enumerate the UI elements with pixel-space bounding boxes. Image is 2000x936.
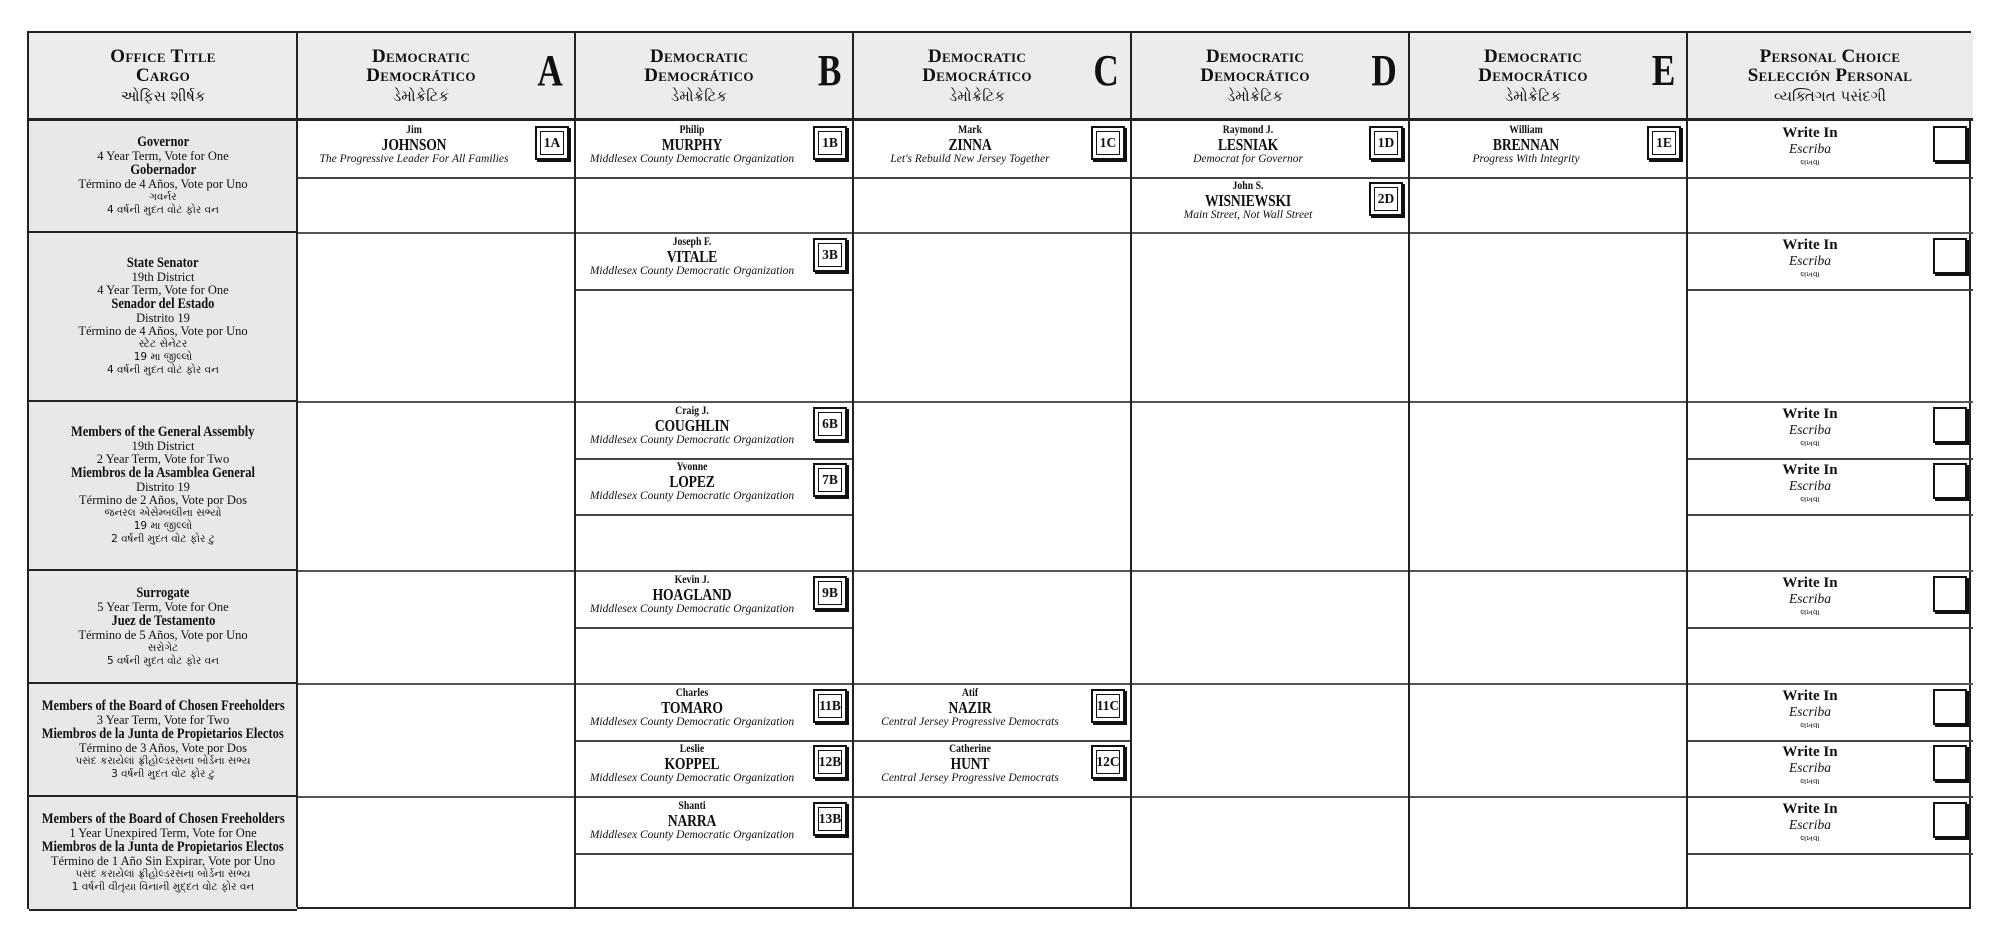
write-in-gujarati: લખવા xyxy=(1800,495,1820,504)
office-line: Término de 2 Años, Vote por Dos xyxy=(79,493,247,507)
candidate-first-name: William xyxy=(1509,124,1543,136)
candidate-first-name: Mark xyxy=(958,124,982,136)
position-label: 3B xyxy=(818,243,842,267)
office-line: 4 Year Term, Vote for One xyxy=(97,149,229,163)
row-divider xyxy=(297,232,1973,234)
candidate-last-name: TOMARO xyxy=(661,698,723,717)
candidate-last-name: BRENNAN xyxy=(1492,135,1560,154)
ballot xyxy=(27,31,1971,909)
write-in-spanish: Escriba xyxy=(1789,760,1831,775)
candidate-12b[interactable] xyxy=(575,744,809,785)
header-text xyxy=(1409,33,1687,107)
position-box-1a[interactable] xyxy=(535,126,569,160)
slot-divider xyxy=(853,740,1131,742)
header-line-1: Personal Choice xyxy=(1759,46,1901,67)
candidate-1d[interactable] xyxy=(1131,125,1365,166)
position-label: 1C xyxy=(1096,131,1120,155)
write-in-label xyxy=(1687,802,1933,845)
office-line: 2 Year Term, Vote for Two xyxy=(96,452,230,466)
office-line: Senador del Estado xyxy=(111,296,215,312)
office-line: Members of the Board of Chosen Freeholders xyxy=(41,811,285,827)
slot-divider xyxy=(853,177,1131,179)
candidate-slogan: Middlesex County Democratic Organization xyxy=(589,603,795,615)
position-box-2d[interactable] xyxy=(1369,182,1403,216)
write-in-title: Write In xyxy=(1782,237,1838,253)
column-header-party-e xyxy=(1409,33,1687,121)
office-line: પસંદ કરાયેલાં ફ્રીહોલ્ડરસના બોર્ડના સભ્ય xyxy=(75,754,251,767)
slot-divider xyxy=(1687,514,1973,516)
office-line: પસંદ કરાયેલાં ફ્રીહોલ્ડરસના બોર્ડના સભ્ય xyxy=(75,868,251,880)
office-line: 4 Year Term, Vote for One xyxy=(97,283,229,297)
header-text xyxy=(853,33,1131,107)
candidate-slogan: Progress With Integrity xyxy=(1472,153,1580,165)
write-in-label xyxy=(1687,745,1933,788)
office-line: 19 મા જીલ્લો xyxy=(133,351,193,363)
column-header-party-d xyxy=(1131,33,1409,121)
slot-divider xyxy=(575,627,853,629)
position-box-11c[interactable] xyxy=(1091,689,1125,723)
candidate-slogan: Middlesex County Democratic Organization xyxy=(589,434,795,446)
column-letter: A xyxy=(537,46,563,95)
write-in-label xyxy=(1687,126,1933,169)
office-line: 1 Year Unexpired Term, Vote for One xyxy=(69,826,257,840)
header-line-3: ડેમોક્રેટિક xyxy=(671,87,727,105)
column-header-party-a xyxy=(297,33,575,121)
office-line: 3 વર્ષની મુદત વોટ ફોર ટુ xyxy=(111,767,215,780)
office-line: જનરલ એસેમ્બલીના સભ્યો xyxy=(104,507,222,519)
candidate-first-name: Leslie xyxy=(679,743,705,755)
candidate-11b[interactable] xyxy=(575,688,809,729)
position-label: 7B xyxy=(818,468,842,492)
slot-divider xyxy=(853,796,1131,798)
write-in-gujarati: લખવા xyxy=(1800,270,1820,279)
write-in-title: Write In xyxy=(1782,744,1838,760)
write-in-box[interactable] xyxy=(1933,745,1967,781)
write-in-title: Write In xyxy=(1782,125,1838,141)
header-line-3: ડેમોક્રેટિક xyxy=(1505,87,1561,105)
header-line-2: Democrático xyxy=(1200,65,1310,86)
office-line: 4 વર્ષની મુદત વોટ ફોર વન xyxy=(106,364,220,376)
position-box-9b[interactable] xyxy=(813,576,847,610)
column-header-party-b xyxy=(575,33,853,121)
candidate-first-name: John S. xyxy=(1232,180,1264,192)
office-line: Término de 1 Año Sin Expirar, Vote por Uno xyxy=(50,854,276,868)
write-in-spanish: Escriba xyxy=(1789,704,1831,719)
write-in-spanish: Escriba xyxy=(1789,422,1831,437)
office-line: Distrito 19 xyxy=(136,311,190,325)
header-line-3: વ્યક્તિગત પસંદગી xyxy=(1773,87,1886,105)
candidate-first-name: Catherine xyxy=(949,743,991,755)
write-in-box[interactable] xyxy=(1933,238,1967,274)
position-label: 13B xyxy=(818,807,842,831)
candidate-last-name: COUGHLIN xyxy=(654,416,730,435)
office-cell-5 xyxy=(29,797,297,911)
write-in-box[interactable] xyxy=(1933,407,1967,443)
column-letter: B xyxy=(817,46,841,95)
candidate-slogan: The Progressive Leader For All Families xyxy=(319,153,509,165)
write-in-gujarati: લખવા xyxy=(1800,439,1820,448)
slot-divider xyxy=(575,458,853,460)
header-line-1: Democratic xyxy=(927,46,1027,67)
candidate-1c[interactable] xyxy=(853,125,1087,166)
office-line: Término de 3 Años, Vote por Dos xyxy=(79,740,247,755)
candidate-slogan: Main Street, Not Wall Street xyxy=(1183,209,1313,221)
office-line: 5 Year Term, Vote for One xyxy=(97,599,229,614)
header-line-2: Democrático xyxy=(1478,65,1588,86)
candidate-3b[interactable] xyxy=(575,237,809,278)
slot-divider xyxy=(1687,796,1973,798)
position-box-12b[interactable] xyxy=(813,745,847,779)
candidate-last-name: MURPHY xyxy=(661,135,723,154)
candidate-slogan: Middlesex County Democratic Organization xyxy=(589,716,795,728)
write-in-box[interactable] xyxy=(1933,126,1967,162)
position-label: 9B xyxy=(818,581,842,605)
slot-divider xyxy=(575,177,853,179)
candidate-last-name: WISNIEWSKI xyxy=(1204,191,1292,210)
office-line: સરોગેટ xyxy=(147,641,179,654)
header-line-2: Selección Personal xyxy=(1747,65,1913,86)
position-label: 1D xyxy=(1374,131,1398,155)
position-label: 1B xyxy=(818,131,842,155)
header-text xyxy=(575,33,853,107)
candidate-first-name: Atif xyxy=(961,687,979,699)
office-line: Members of the General Assembly xyxy=(71,424,255,440)
header-line-2: Democrático xyxy=(922,65,1032,86)
candidate-first-name: Philip xyxy=(679,124,705,136)
write-in-spanish: Escriba xyxy=(1789,141,1831,156)
candidate-first-name: Jim xyxy=(406,124,422,136)
slot-divider xyxy=(1687,177,1973,179)
candidate-2d[interactable] xyxy=(1131,181,1365,222)
write-in-label xyxy=(1687,238,1933,281)
candidate-slogan: Let's Rebuild New Jersey Together xyxy=(890,153,1050,165)
slot-divider xyxy=(575,514,853,516)
slot-divider xyxy=(1687,853,1973,855)
header-line-1: Democratic xyxy=(1205,46,1305,67)
office-line: 19th District xyxy=(131,270,195,284)
slot-divider xyxy=(1687,458,1973,460)
write-in-box[interactable] xyxy=(1933,802,1967,838)
candidate-slogan: Central Jersey Progressive Democrats xyxy=(881,772,1059,784)
header-text xyxy=(297,33,575,107)
header-line-3: ડેમોક્રેટિક xyxy=(1227,87,1283,105)
office-line: Members of the Board of Chosen Freeholders xyxy=(41,697,285,714)
header-line-3: ઓફિસ શીર્ષક xyxy=(120,87,206,105)
candidate-7b[interactable] xyxy=(575,462,809,503)
slot-divider xyxy=(1687,740,1973,742)
office-line: State Senator xyxy=(127,255,199,271)
candidate-first-name: Yvonne xyxy=(676,461,708,473)
office-line: Juez de Testamento xyxy=(111,612,215,629)
office-line: સ્ટેટ સેનેટર xyxy=(138,338,188,350)
position-label: 6B xyxy=(818,412,842,436)
office-cell-3 xyxy=(29,571,297,684)
column-letter: D xyxy=(1371,46,1397,95)
slot-divider xyxy=(575,796,853,798)
write-in-gujarati: લખવા xyxy=(1800,777,1820,786)
candidate-first-name: Raymond J. xyxy=(1222,124,1274,136)
row-divider xyxy=(297,570,1973,572)
office-line: ગવર્નર xyxy=(149,191,177,203)
office-line: 5 વર્ષની મુદત વોટ ફોર વન xyxy=(106,654,220,667)
write-in-title: Write In xyxy=(1782,575,1838,591)
candidate-last-name: ZINNA xyxy=(948,135,992,154)
slot-divider xyxy=(1687,289,1973,291)
candidate-9b[interactable] xyxy=(575,575,809,616)
office-cell-1 xyxy=(29,233,297,402)
slot-divider xyxy=(1687,627,1973,629)
office-cell-2 xyxy=(29,402,297,571)
candidate-slogan: Middlesex County Democratic Organization xyxy=(589,772,795,784)
candidate-last-name: VITALE xyxy=(666,247,718,266)
candidate-last-name: NARRA xyxy=(667,811,717,830)
candidate-slogan: Middlesex County Democratic Organization xyxy=(589,153,795,165)
candidate-1b[interactable] xyxy=(575,125,809,166)
row-divider xyxy=(297,683,1973,685)
candidate-1a[interactable] xyxy=(297,125,531,166)
header-text xyxy=(1687,33,1973,107)
candidate-slogan: Central Jersey Progressive Democrats xyxy=(881,716,1059,728)
position-label: 1A xyxy=(540,131,564,155)
candidate-6b[interactable] xyxy=(575,406,809,447)
write-in-label xyxy=(1687,407,1933,450)
position-label: 11B xyxy=(818,694,842,718)
write-in-label xyxy=(1687,576,1933,619)
write-in-spanish: Escriba xyxy=(1789,478,1831,493)
slot-divider xyxy=(1409,177,1687,179)
position-label: 12B xyxy=(818,750,842,774)
position-box-3b[interactable] xyxy=(813,238,847,272)
header-line-3: ડેમોક્રેટિક xyxy=(949,87,1005,105)
slot-divider xyxy=(575,853,853,855)
office-line: Término de 5 Años, Vote por Uno xyxy=(78,627,248,642)
candidate-last-name: HUNT xyxy=(950,754,990,773)
column-header-office-title xyxy=(29,33,297,121)
write-in-box[interactable] xyxy=(1933,576,1967,612)
write-in-gujarati: લખવા xyxy=(1800,721,1820,730)
office-line: 1 વર્ષની વીતૃયા વિનાની મુદ્દત વોટ ફોર વન xyxy=(71,881,255,893)
position-box-11b[interactable] xyxy=(813,689,847,723)
candidate-11c[interactable] xyxy=(853,688,1087,729)
position-label: 11C xyxy=(1096,694,1120,718)
slot-divider xyxy=(1131,177,1409,179)
candidate-last-name: NAZIR xyxy=(948,698,992,717)
position-box-1b[interactable] xyxy=(813,126,847,160)
office-line: 19 મા જીલ્લો xyxy=(133,520,193,532)
write-in-title: Write In xyxy=(1782,406,1838,422)
write-in-gujarati: લખવા xyxy=(1800,834,1820,843)
candidate-12c[interactable] xyxy=(853,744,1087,785)
position-box-7b[interactable] xyxy=(813,463,847,497)
write-in-label xyxy=(1687,463,1933,506)
candidate-1e[interactable] xyxy=(1409,125,1643,166)
candidate-first-name: Joseph F. xyxy=(672,236,712,248)
office-line: Surrogate xyxy=(136,584,190,601)
position-box-13b[interactable] xyxy=(813,802,847,836)
write-in-box[interactable] xyxy=(1933,689,1967,725)
position-box-1c[interactable] xyxy=(1091,126,1125,160)
header-line-2: Democrático xyxy=(366,65,476,86)
candidate-last-name: LOPEZ xyxy=(669,472,715,491)
row-divider xyxy=(297,401,1973,403)
position-label: 12C xyxy=(1096,750,1120,774)
position-label: 1E xyxy=(1652,131,1676,155)
candidate-slogan: Middlesex County Democratic Organization xyxy=(589,265,795,277)
position-box-1e[interactable] xyxy=(1647,126,1681,160)
header-line-2: Cargo xyxy=(135,65,191,86)
candidate-slogan: Democrat for Governor xyxy=(1193,153,1303,165)
candidate-first-name: Craig J. xyxy=(675,405,709,417)
column-header-party-c xyxy=(853,33,1131,121)
candidate-last-name: LESNIAK xyxy=(1217,135,1279,154)
office-line: Distrito 19 xyxy=(136,480,190,494)
slot-divider xyxy=(297,177,575,179)
candidate-slogan: Middlesex County Democratic Organization xyxy=(589,490,795,502)
header-line-1: Democratic xyxy=(1483,46,1583,67)
candidate-last-name: JOHNSON xyxy=(381,135,447,154)
write-in-spanish: Escriba xyxy=(1789,253,1831,268)
office-line: Término de 4 Años, Vote por Uno xyxy=(78,324,248,338)
candidate-13b[interactable] xyxy=(575,801,809,842)
candidate-slogan: Middlesex County Democratic Organization xyxy=(589,829,795,841)
write-in-title: Write In xyxy=(1782,801,1838,817)
column-letter: C xyxy=(1093,46,1119,95)
office-line: Término de 4 Años, Vote por Uno xyxy=(78,177,248,191)
write-in-gujarati: લખવા xyxy=(1800,158,1820,167)
header-text xyxy=(1131,33,1409,107)
write-in-title: Write In xyxy=(1782,688,1838,704)
header-line-2: Democrático xyxy=(644,65,754,86)
header-line-1: Democratic xyxy=(371,46,471,67)
candidate-first-name: Shanti xyxy=(678,800,706,812)
position-box-1d[interactable] xyxy=(1369,126,1403,160)
position-box-12c[interactable] xyxy=(1091,745,1125,779)
candidate-first-name: Kevin J. xyxy=(674,574,710,586)
candidate-first-name: Charles xyxy=(675,687,709,699)
office-line: Miembros de la Junta de Propietarios Electos xyxy=(42,725,285,742)
write-in-spanish: Escriba xyxy=(1789,591,1831,606)
write-in-box[interactable] xyxy=(1933,463,1967,499)
write-in-spanish: Escriba xyxy=(1789,817,1831,832)
write-in-label xyxy=(1687,689,1933,732)
position-box-6b[interactable] xyxy=(813,407,847,441)
candidate-last-name: HOAGLAND xyxy=(652,585,732,604)
slot-divider xyxy=(575,740,853,742)
office-cell-4 xyxy=(29,684,297,797)
office-line: Miembros de la Junta de Propietarios Electos xyxy=(42,839,285,855)
position-label: 2D xyxy=(1374,187,1398,211)
header-line-3: ડેમોક્રેટિક xyxy=(393,87,449,105)
office-line: Gobernador xyxy=(130,162,196,178)
office-line: Governor xyxy=(137,134,189,150)
office-cell-0 xyxy=(29,121,297,233)
column-letter: E xyxy=(1651,46,1675,95)
office-line: 3 Year Term, Vote for Two xyxy=(96,712,230,727)
column-header-personal-choice xyxy=(1687,33,1973,121)
office-line: 19th District xyxy=(131,439,195,453)
header-line-1: Democratic xyxy=(649,46,749,67)
header-line-1: Office Title xyxy=(110,46,216,67)
candidate-last-name: KOPPEL xyxy=(664,754,720,773)
write-in-gujarati: લખવા xyxy=(1800,608,1820,617)
slot-divider xyxy=(575,289,853,291)
header-text xyxy=(29,33,297,107)
office-line: 2 વર્ષની મુદત વોટ ફોર ટુ xyxy=(111,533,215,545)
write-in-title: Write In xyxy=(1782,462,1838,478)
office-line: Miembros de la Asamblea General xyxy=(70,465,256,481)
office-line: 4 વર્ષની મુદત વોટ ફોર વન xyxy=(106,204,220,216)
